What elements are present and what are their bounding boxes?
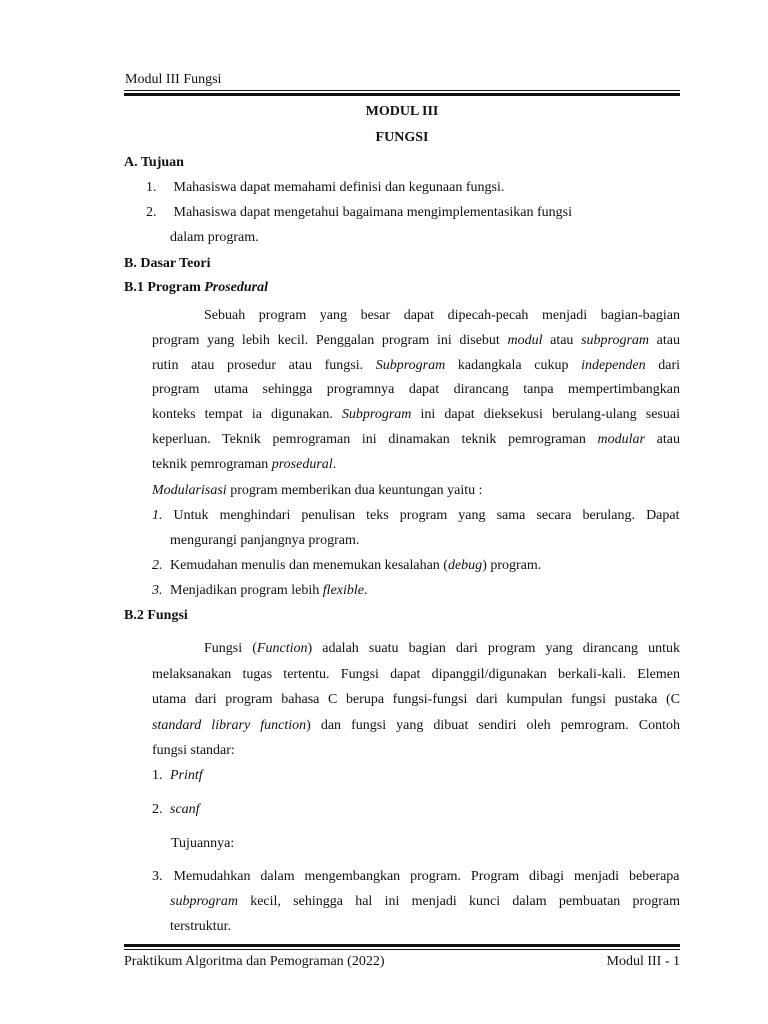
- goal-item-3-line3: terstruktur.: [170, 919, 232, 934]
- section-b-heading: B. Dasar Teori: [124, 256, 211, 271]
- footer-rule-thick: [124, 944, 680, 947]
- para-line-last: fungsi standar:: [152, 743, 235, 759]
- list-number: 2.: [146, 205, 157, 220]
- tujuannya-label: Tujuannya:: [171, 836, 235, 851]
- section-a-heading: A. Tujuan: [124, 155, 184, 170]
- modularisasi-line: Modularisasi program memberikan dua keuntungan yaitu :: [152, 483, 483, 498]
- list-text: Mahasiswa dapat mengetahui bagaimana mengimplementasikan fungsi: [173, 205, 572, 220]
- footer-rule-thin: [124, 949, 680, 950]
- b1-paragraph: [152, 304, 680, 478]
- para-line: program utama sehingga programnya dapat dirancang tanpa mempertimbangkan: [152, 382, 680, 398]
- section-b2-heading: B.2 Fungsi: [124, 608, 188, 623]
- std-function-2: 2. scanf: [152, 802, 200, 817]
- header-rule-thin: [124, 90, 680, 91]
- para-line: Sebuah program yang besar dapat dipecah-pecah menjadi bagian-bagian: [204, 308, 680, 323]
- heading-italic: Prosedural: [204, 280, 269, 295]
- benefit-item-1: 1. Untuk menghindari penulisan teks program yang sama secara berulang. Dapat: [152, 508, 680, 523]
- heading-plain: B.1 Program: [124, 280, 205, 295]
- objective-item-2: [146, 205, 572, 221]
- footer-course-title: Praktikum Algoritma dan Pemograman (2022): [124, 954, 385, 969]
- para-line-last: teknik pemrograman prosedural.: [152, 456, 337, 472]
- para-line: utama dari program bahasa C berupa fungsi-fungsi dari kumpulan fungsi pustaka (C: [152, 692, 680, 708]
- module-subtitle: FUNGSI: [375, 130, 429, 145]
- objective-item-1: [146, 180, 504, 196]
- header-rule-thick: [124, 93, 680, 96]
- page-footer: [124, 954, 680, 970]
- goal-item-3: 3. Memudahkan dalam mengembangkan program. Program dibagi menjadi beberapa: [152, 869, 680, 884]
- std-function-1: 1. Printf: [152, 768, 203, 783]
- para-line: melaksanakan tugas tertentu. Fungsi dapat dipanggil/digunakan berkali-kali. Elemen: [152, 666, 680, 682]
- para-line: keperluan. Teknik pemrograman ini dinamakan teknik pemrograman modular atau: [152, 431, 680, 447]
- para-line: konteks tempat ia digunakan. Subprogram ini dapat dieksekusi berulang-ulang sesuai: [152, 407, 680, 423]
- footer-page-number: Modul III - 1: [606, 954, 680, 969]
- benefit-item-3: 3. Menjadikan program lebih flexible.: [152, 583, 368, 598]
- para-line: Fungsi (Function) adalah suatu bagian dari program yang dirancang untuk: [204, 641, 680, 656]
- para-line: rutin atau prosedur atau fungsi. Subprogram kadangkala cukup independen dari: [152, 357, 681, 373]
- objective-item-2-cont: dalam program.: [170, 230, 259, 245]
- section-b1-heading: [124, 280, 268, 296]
- b2-paragraph: [152, 636, 680, 764]
- benefit-item-1-cont: mengurangi panjangnya program.: [170, 533, 360, 548]
- para-line: standard library function) dan fungsi yang dibuat sendiri oleh pemrogram. Contoh: [152, 717, 680, 733]
- goal-item-3-line2: subprogram kecil, sehingga hal ini menjadi kunci dalam pembuatan program: [170, 894, 680, 909]
- list-number: 1.: [146, 180, 157, 195]
- para-line: program yang lebih kecil. Penggalan program ini disebut modul atau subprogram atau: [152, 332, 680, 348]
- running-header: Modul III Fungsi: [125, 72, 222, 87]
- benefit-item-2: 2. Kemudahan menulis dan menemukan kesalahan (debug) program.: [152, 558, 542, 573]
- list-text: Mahasiswa dapat memahami definisi dan kegunaan fungsi.: [173, 180, 505, 195]
- module-title: MODUL III: [365, 104, 439, 119]
